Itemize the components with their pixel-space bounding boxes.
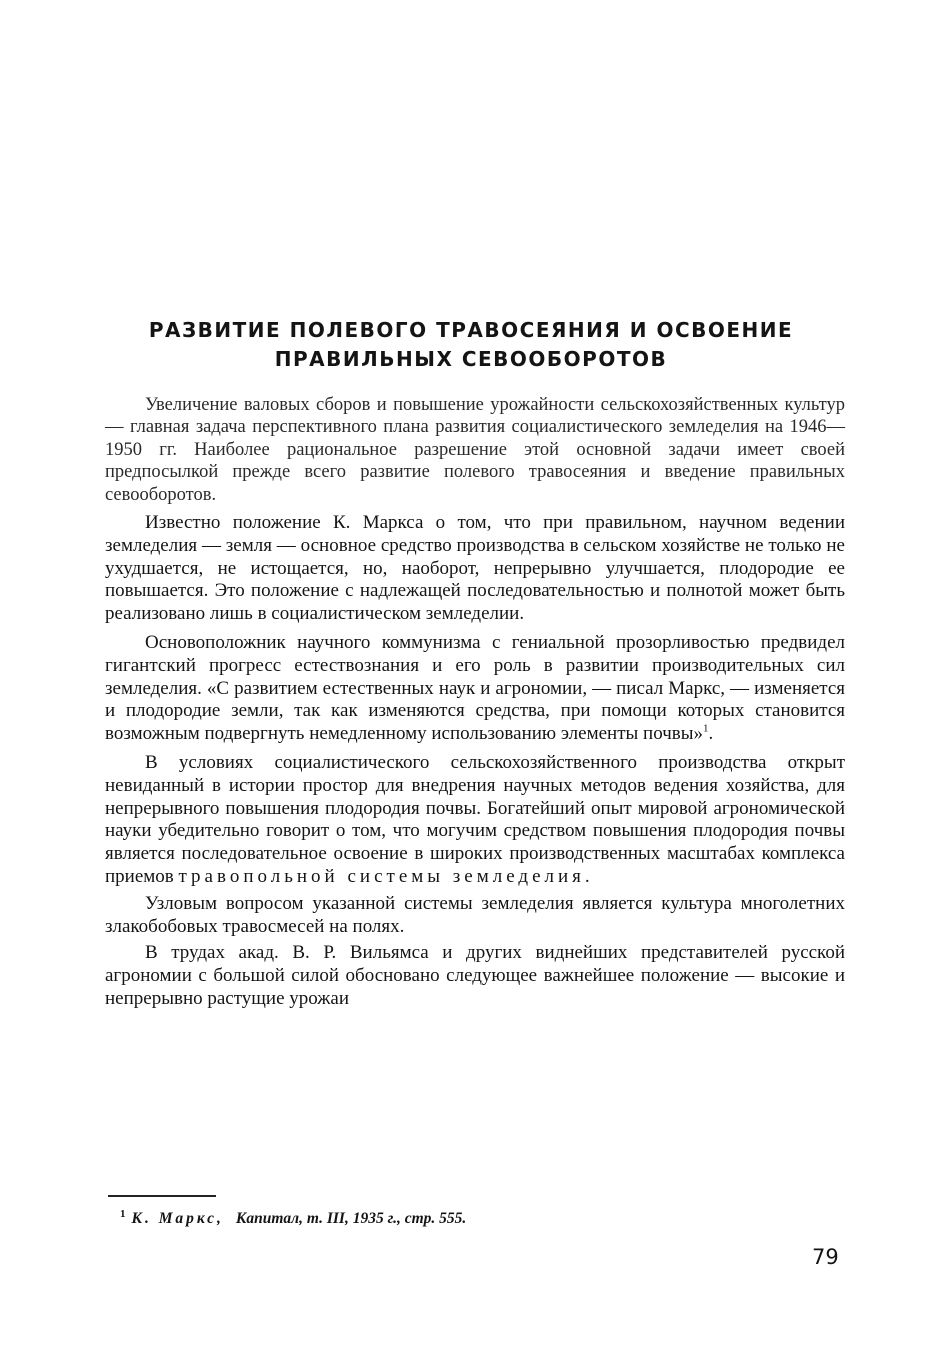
paragraph-4-text: В условиях социалистического сельскохозяйственного производства открыт невиданный в истории простор для внедрения научных методов ведения хозяйства, для непрерывного повышения плодородия почвы. Богатейший опыт мировой агрономической науки убедительно говорит о том, что могучим средством повышения плодородия почвы является последовательное освоение в широких производственных масштабах комплекса приемов	[105, 752, 845, 887]
footnote-divider	[108, 1195, 216, 1197]
footnote-reference: 1	[703, 722, 709, 735]
body-text	[105, 394, 845, 1013]
footnote-marker: 1	[120, 1208, 126, 1220]
title-line-2: ПРАВИЛЬНЫХ СЕВООБОРОТОВ	[274, 347, 668, 371]
paragraph-2: Известно положение К. Маркса о том, что при правильном, научном ведении земледелия — земля — основное средство производства в сельском хозяйстве не только не ухудшается, не истощается, но, наоборот, непрерывно улучшается, плодородие ее повышается. Это положение с надлежащей последовательностью и полнотой может быть реализовано лишь в социалистическом земледелии.	[105, 512, 845, 625]
paragraph-4	[105, 752, 845, 889]
title-line-1: РАЗВИТИЕ ПОЛЕВОГО ТРАВОСЕЯНИЯ И ОСВОЕНИЕ	[148, 318, 794, 342]
footnote-author: К. Маркс,	[131, 1210, 224, 1228]
paragraph-4-emphasis: травопольной системы земледелия	[178, 865, 585, 887]
paragraph-3	[105, 632, 845, 746]
paragraph-3-end: .	[708, 723, 714, 745]
paragraph-4-end: .	[584, 865, 590, 887]
footnote	[120, 1208, 466, 1228]
paragraph-5: Узловым вопросом указанной системы земледелия является культура многолетних злакобобовых травосмесей на полях.	[105, 892, 845, 937]
page-title	[100, 316, 842, 374]
page-number: 79	[812, 1245, 839, 1269]
paragraph-3-text: Основоположник научного коммунизма с гениальной прозорливостью предвидел гигантский прогресс естествознания и его роль в развитии производительных сил земледелия. «С развитием естественных наук и агрономии, — писал Маркс, — изменяется и плодородие земли, так как изменяются средства, при помощи которых становится возможным подвергнуть немедленному использованию элементы почвы»	[105, 632, 845, 745]
footnote-source: Капитал, т. III, 1935 г., стр. 555.	[235, 1210, 467, 1228]
paragraph-1: Увеличение валовых сборов и повышение урожайности сельскохозяйственных культур — главная задача перспективного плана развития социалистического земледелия на 1946—1950 гг. Наиболее рациональное разрешение этой основной задачи имеет своей предпосылкой прежде всего развитие полевого травосеяния и введение правильных севооборотов.	[105, 395, 845, 505]
paragraph-6: В трудах акад. В. Р. Вильямса и других виднейших представителей русской агрономии с большой силой обосновано следующее важнейшее положение — высокие и непрерывно растущие урожаи	[105, 942, 845, 1009]
